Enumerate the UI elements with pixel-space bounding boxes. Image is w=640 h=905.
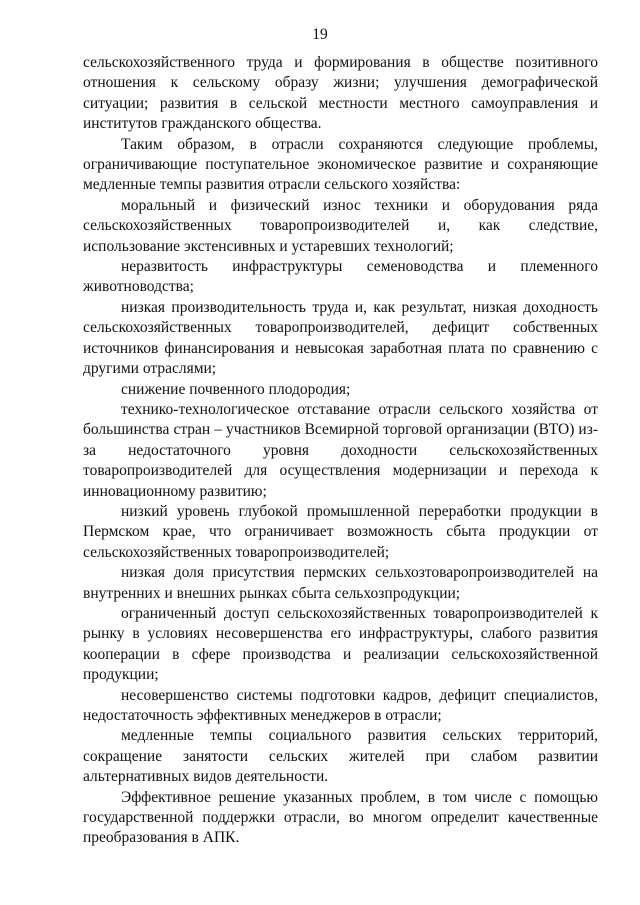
list-item-soil-fertility: снижение почвенного плодородия; — [121, 380, 351, 398]
list-item-infrastructure: неразвитость инфраструктуры семеноводства и племенного животноводства; — [83, 258, 598, 296]
list-item-equipment-wear: моральный и физический износ техники и оборудования ряда сельскохозяйственных товаропроизводителей и, как следствие, использование экстенсивных и устаревших технологий; — [83, 196, 598, 255]
page-number: 19 — [312, 26, 328, 43]
list-item-staff-training: несовершенство системы подготовки кадров, дефицит специалистов, недостаточность эффективных менеджеров в отрасли; — [83, 686, 598, 724]
list-item-social-development: медленные темпы социального развития сельских территорий, сокращение занятости сельских жителей при слабом развитии альтернативных видов деятельности. — [83, 727, 598, 786]
list-item-processing-level: низкий уровень глубокой промышленной переработки продукции в Пермском крае, что ограничивает возможность сбыта продукции от сельскохозяйственных товаропроизводителей; — [83, 502, 598, 561]
paragraph-continuation: сельскохозяйственного труда и формирования в обществе позитивного отношения к сельскому образу жизни; улучшения демографической ситуации; развития в сельской местности местного самоуправления и институтов гражданского общества. — [83, 54, 598, 133]
document-body — [83, 53, 598, 849]
list-item-productivity: низкая производительность труда и, как результат, низкая доходность сельскохозяйственных товаропроизводителей, дефицит собственных источников финансирования и невысокая заработная плата по сравнению с другими отраслями; — [83, 298, 598, 378]
list-item-market-presence: низкая доля присутствия пермских сельхозтоваропроизводителей на внутренних и внешних рынках сбыта сельхозпродукции; — [83, 564, 598, 602]
list-item-technology-lag: технико-технологическое отставание отрасли сельского хозяйства от большинства стран – участников Всемирной торговой организации (ВТО) из-за недостаточного уровня доходности сельскохозяйственных товаропроизводителей для осуществления модернизации и перехода к инновационному развитию; — [83, 400, 598, 500]
paragraph-problems-intro: Таким образом, в отрасли сохраняются следующие проблемы, ограничивающие поступательное экономическое развитие и сохраняющие медленные темпы развития отрасли сельского хозяйства: — [83, 135, 598, 194]
paragraph-conclusion: Эффективное решение указанных проблем, в том числе с помощью государственной поддержки отрасли, во многом определит качественные преобразования в АПК. — [83, 788, 598, 847]
list-item-market-access: ограниченный доступ сельскохозяйственных товаропроизводителей к рынку в условиях несовершенства его инфраструктуры, слабого развития кооперации в сфере производства и реализации сельскохозяйственной продукции; — [83, 604, 598, 684]
